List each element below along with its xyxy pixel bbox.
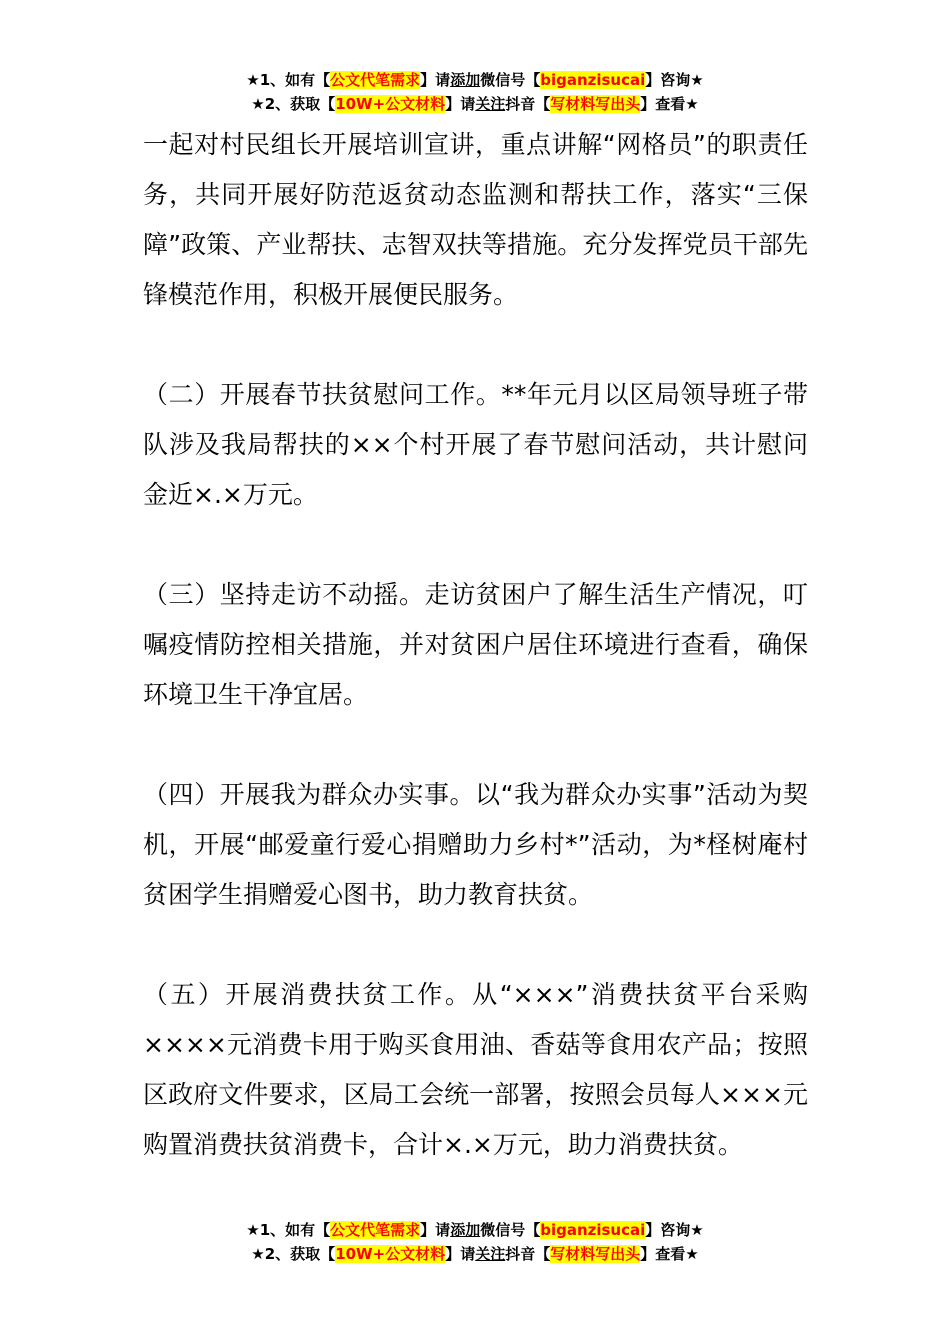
banner-text: 】咨询★ (645, 71, 704, 89)
footer-banner (0, 1218, 950, 1266)
paragraph-5: （五）开展消费扶贫工作。从“×××”消费扶贫平台采购××××元消费卡用于购买食用油、香菇等食用农产品；按照区政府文件要求，区局工会统一部署，按照会员每人×××元购置消费扶贫消费卡，合计×.×万元，助力消费扶贫。 (143, 980, 808, 1159)
banner-highlight: 写材料写出头 (550, 95, 641, 113)
banner-text: 】请 (420, 71, 451, 89)
banner-text: ★2、获取【 (251, 1245, 336, 1263)
banner-text: 】请 (445, 1245, 476, 1263)
banner-highlight: 公文代笔需求 (330, 1221, 421, 1239)
banner-text: 抖音【 (505, 95, 551, 113)
banner-text: ★2、获取【 (251, 95, 336, 113)
banner-line-1 (0, 1218, 950, 1242)
banner-underlined: 关注 (475, 1245, 506, 1263)
banner-highlight: 10W+公文材料 (335, 95, 446, 113)
banner-highlight: 写材料写出头 (550, 1245, 641, 1263)
banner-highlight: biganzisucai (540, 1221, 646, 1239)
banner-text: 】查看★ (640, 95, 699, 113)
paragraph-2: （二）开展春节扶贫慰问工作。**年元月以区局领导班子带队涉及我局帮扶的××个村开展了春节慰问活动，共计慰问金近×.×万元。 (143, 380, 808, 509)
document-body (143, 120, 808, 1170)
banner-line-2 (0, 92, 950, 116)
banner-highlight: 公文代笔需求 (330, 71, 421, 89)
paragraph-4: （四）开展我为群众办实事。以“我为群众办实事”活动为契机，开展“邮爱童行爱心捐赠助力乡村*”活动，为*柽树庵村贫困学生捐赠爱心图书，助力教育扶贫。 (143, 780, 808, 909)
banner-text: 】请 (420, 1221, 451, 1239)
paragraph-1: 一起对村民组长开展培训宣讲，重点讲解“网格员”的职责任务，共同开展好防范返贫动态监测和帮扶工作，落实“三保障”政策、产业帮扶、志智双扶等措施。充分发挥党员干部先锋模范作用，积极开展便民服务。 (143, 130, 808, 309)
banner-highlight: biganzisucai (540, 71, 646, 89)
banner-underlined: 添加 (450, 1221, 481, 1239)
banner-text: 微信号【 (480, 1221, 541, 1239)
paragraph-3: （三）坚持走访不动摇。走访贫困户了解生活生产情况，叮嘱疫情防控相关措施，并对贫困户居住环境进行查看，确保环境卫生干净宜居。 (143, 580, 808, 709)
banner-text: 抖音【 (505, 1245, 551, 1263)
banner-underlined: 关注 (475, 95, 506, 113)
banner-text: 微信号【 (480, 71, 541, 89)
banner-line-2 (0, 1242, 950, 1266)
banner-text: 】咨询★ (645, 1221, 704, 1239)
banner-line-1 (0, 68, 950, 92)
banner-text: 】查看★ (640, 1245, 699, 1263)
banner-highlight: 10W+公文材料 (335, 1245, 446, 1263)
banner-text: ★1、如有【 (246, 1221, 331, 1239)
banner-text: 】请 (445, 95, 476, 113)
header-banner (0, 68, 950, 116)
banner-text: ★1、如有【 (246, 71, 331, 89)
banner-underlined: 添加 (450, 71, 481, 89)
